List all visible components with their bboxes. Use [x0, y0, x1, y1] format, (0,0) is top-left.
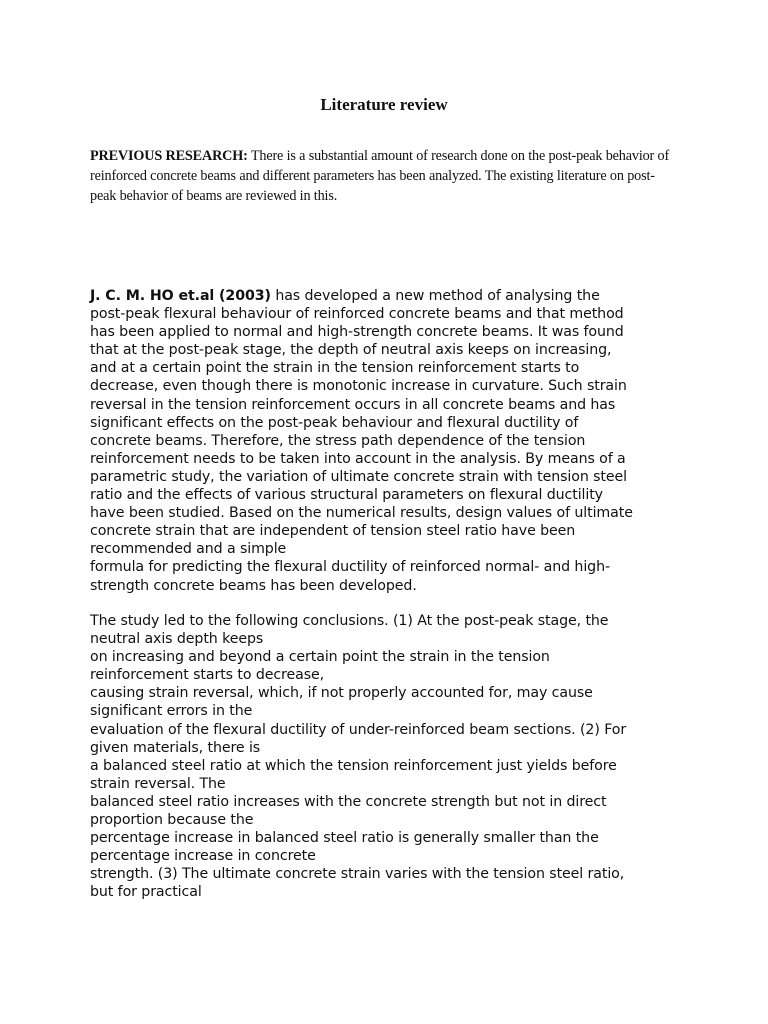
paragraph-line: parametric study, the variation of ultimate concrete strain with tension steel — [90, 468, 627, 485]
paragraph-line-text: has developed a new method of analysing the — [270, 288, 600, 304]
paragraph-line: proportion because the — [90, 812, 254, 829]
paragraph-line: concrete beams. Therefore, the stress path dependence of the tension — [90, 432, 586, 449]
paragraph-line: and at a certain point the strain in the tension reinforcement starts to — [90, 360, 580, 377]
previous-research-text: There is a substantial amount of research done on the post-peak behavior of reinforced concrete beams and different parameters has been analyzed. The existing literature on post-peak behavior of beams are reviewed in this. — [90, 148, 670, 204]
conclusions-paragraph — [90, 612, 690, 902]
paragraph-line: on increasing and beyond a certain point the strain in the tension — [90, 649, 550, 666]
paragraph-line: formula for predicting the flexural ductility of reinforced normal- and high- — [90, 559, 610, 576]
paragraph-line: neutral axis depth keeps — [90, 631, 264, 648]
paragraph-line: balanced steel ratio increases with the concrete strength but not in direct — [90, 793, 607, 810]
paragraph-line: significant errors in the — [90, 703, 253, 720]
paragraph-line: reversal in the tension reinforcement occurs in all concrete beams and has — [90, 396, 616, 413]
paragraph-line: has been applied to normal and high-strength concrete beams. It was found — [90, 324, 624, 341]
paragraph-line: ratio and the effects of various structural parameters on flexural ductility — [90, 487, 603, 504]
paragraph-line: strength. (3) The ultimate concrete strain varies with the tension steel ratio, — [90, 866, 625, 883]
previous-research-heading: PREVIOUS RESEARCH: — [90, 148, 248, 164]
paragraph-line — [90, 287, 690, 305]
previous-research-paragraph — [90, 146, 676, 206]
paragraph-line: strength concrete beams has been developed. — [90, 577, 417, 594]
paragraph-line: reinforcement starts to decrease, — [90, 667, 325, 684]
paragraph-line: concrete strain that are independent of tension steel ratio have been — [90, 523, 576, 540]
paragraph-line: causing strain reversal, which, if not properly accounted for, may cause — [90, 685, 593, 702]
paragraph-line: strain reversal. The — [90, 775, 226, 792]
paragraph-line: but for practical — [90, 884, 202, 901]
paragraph-line: a balanced steel ratio at which the tension reinforcement just yields before — [90, 757, 617, 774]
paragraph-line: decrease, even though there is monotonic increase in curvature. Such strain — [90, 378, 627, 395]
paragraph-line: significant effects on the post-peak behaviour and flexural ductility of — [90, 414, 579, 431]
ho-study-paragraph — [90, 287, 690, 595]
paragraph-line: The study led to the following conclusions. (1) At the post-peak stage, the — [90, 613, 609, 629]
paragraph-line: percentage increase in concrete — [90, 848, 316, 865]
paragraph-line: have been studied. Based on the numerical results, design values of ultimate — [90, 505, 633, 522]
paragraph-line: evaluation of the flexural ductility of under-reinforced beam sections. (2) For — [90, 721, 627, 738]
paragraph-line: reinforcement needs to be taken into account in the analysis. By means of a — [90, 450, 626, 467]
paragraph-line: that at the post-peak stage, the depth of neutral axis keeps on increasing, — [90, 342, 612, 359]
paragraph-line: post-peak flexural behaviour of reinforced concrete beams and that method — [90, 306, 624, 323]
paragraph-line: percentage increase in balanced steel ratio is generally smaller than the — [90, 830, 599, 847]
author-citation: J. C. M. HO et.al (2003) — [90, 288, 271, 304]
paragraph-line: given materials, there is — [90, 739, 261, 756]
page-title: Literature review — [320, 95, 448, 114]
paragraph-line: recommended and a simple — [90, 541, 287, 558]
